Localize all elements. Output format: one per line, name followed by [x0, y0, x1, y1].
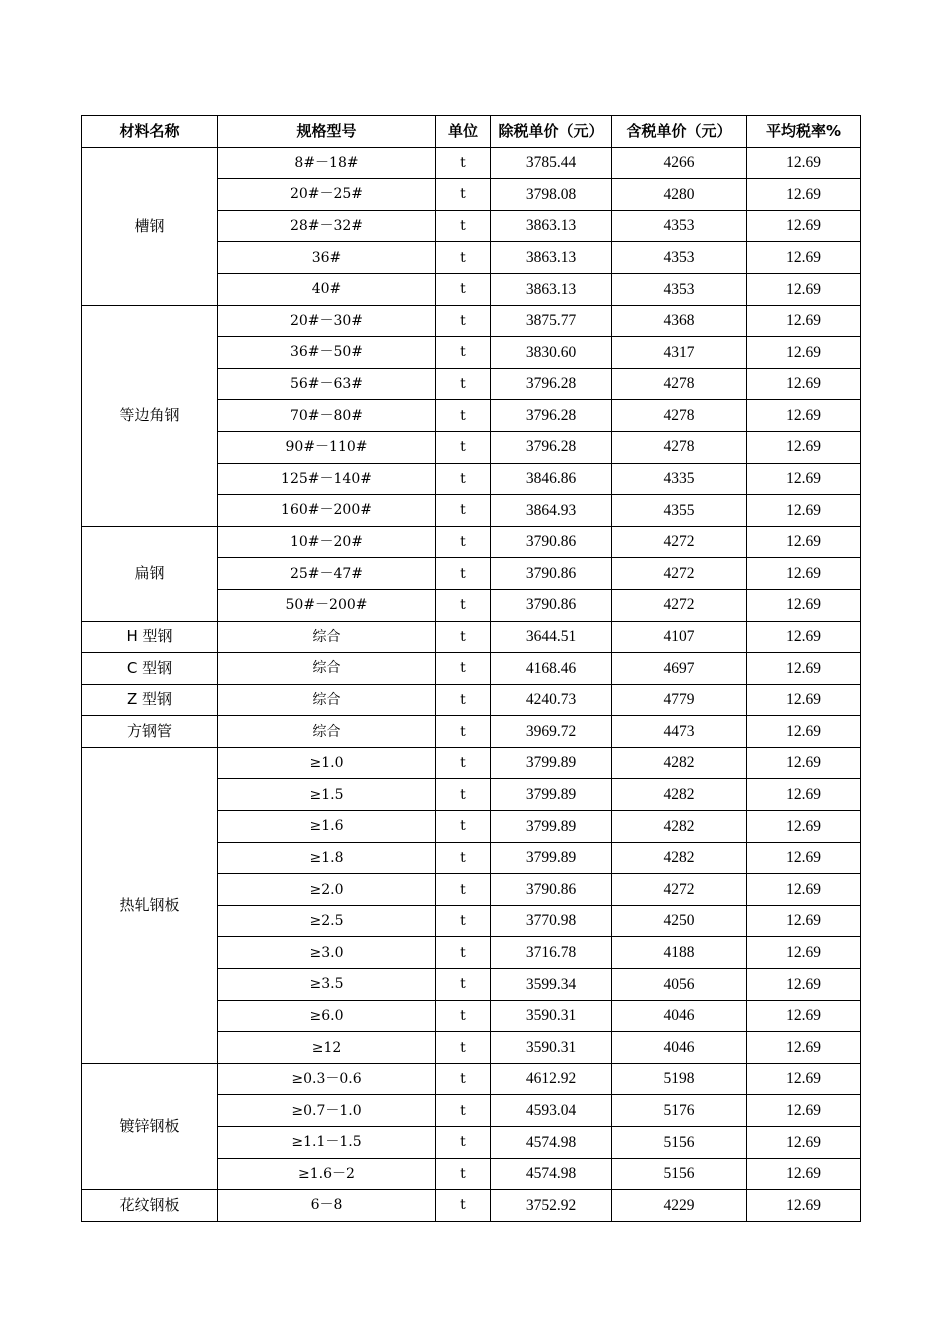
- table-row: [82, 305, 861, 337]
- header-row: [82, 116, 861, 148]
- price-inc-tax-cell: 4353: [612, 273, 747, 305]
- material-name-cell: 扁钢: [82, 526, 218, 621]
- price-inc-tax-cell: 4282: [612, 842, 747, 874]
- price-ex-tax-cell: 3790.86: [491, 558, 612, 590]
- spec-model-cell: 8#－18#: [218, 147, 436, 179]
- spec-model-cell: 综合: [218, 716, 436, 748]
- tax-rate-cell: 12.69: [747, 463, 861, 495]
- price-ex-tax-cell: 3590.31: [491, 1032, 612, 1064]
- spec-model-cell: 36#: [218, 242, 436, 274]
- price-ex-tax-cell: 3846.86: [491, 463, 612, 495]
- unit-cell: t: [436, 969, 491, 1001]
- spec-model-cell: ≥3.0: [218, 937, 436, 969]
- price-ex-tax-cell: 4574.98: [491, 1158, 612, 1190]
- spec-model-cell: 20#－30#: [218, 305, 436, 337]
- price-inc-tax-cell: 4355: [612, 495, 747, 527]
- spec-model-cell: ≥3.5: [218, 969, 436, 1001]
- tax-rate-cell: 12.69: [747, 273, 861, 305]
- unit-cell: t: [436, 1063, 491, 1095]
- table-row: [82, 1190, 861, 1222]
- spec-model-cell: 6－8: [218, 1190, 436, 1222]
- price-ex-tax-cell: 4240.73: [491, 684, 612, 716]
- price-ex-tax-cell: 3770.98: [491, 905, 612, 937]
- unit-cell: t: [436, 621, 491, 653]
- price-inc-tax-cell: 4107: [612, 621, 747, 653]
- price-inc-tax-cell: 4353: [612, 210, 747, 242]
- price-inc-tax-cell: 4046: [612, 1032, 747, 1064]
- price-ex-tax-cell: 3644.51: [491, 621, 612, 653]
- tax-rate-cell: 12.69: [747, 1000, 861, 1032]
- spec-model-cell: 28#－32#: [218, 210, 436, 242]
- unit-cell: t: [436, 811, 491, 843]
- price-inc-tax-cell: 4250: [612, 905, 747, 937]
- price-inc-tax-cell: 5176: [612, 1095, 747, 1127]
- tax-rate-cell: 12.69: [747, 210, 861, 242]
- table-row: [82, 1063, 861, 1095]
- material-name-cell: 热轧钢板: [82, 747, 218, 1063]
- price-inc-tax-cell: 4278: [612, 400, 747, 432]
- price-inc-tax-cell: 4280: [612, 179, 747, 211]
- price-ex-tax-cell: 3864.93: [491, 495, 612, 527]
- unit-cell: t: [436, 905, 491, 937]
- spec-model-cell: 125#－140#: [218, 463, 436, 495]
- unit-cell: t: [436, 716, 491, 748]
- price-inc-tax-cell: 4278: [612, 368, 747, 400]
- header-price-inc-tax: 含税单价（元）: [612, 116, 747, 148]
- price-inc-tax-cell: 4697: [612, 653, 747, 685]
- unit-cell: t: [436, 779, 491, 811]
- header-spec-model: 规格型号: [218, 116, 436, 148]
- material-name-cell: 槽钢: [82, 147, 218, 305]
- spec-model-cell: ≥1.1－1.5: [218, 1127, 436, 1159]
- price-ex-tax-cell: 3863.13: [491, 242, 612, 274]
- price-ex-tax-cell: 3799.89: [491, 842, 612, 874]
- spec-model-cell: 综合: [218, 621, 436, 653]
- material-name-cell: C 型钢: [82, 653, 218, 685]
- price-ex-tax-cell: 3796.28: [491, 400, 612, 432]
- spec-model-cell: 10#－20#: [218, 526, 436, 558]
- unit-cell: t: [436, 1095, 491, 1127]
- price-ex-tax-cell: 4593.04: [491, 1095, 612, 1127]
- table-row: [82, 716, 861, 748]
- unit-cell: t: [436, 874, 491, 906]
- material-name-cell: 等边角钢: [82, 305, 218, 526]
- spec-model-cell: 40#: [218, 273, 436, 305]
- price-ex-tax-cell: 3790.86: [491, 589, 612, 621]
- tax-rate-cell: 12.69: [747, 937, 861, 969]
- spec-model-cell: 20#－25#: [218, 179, 436, 211]
- price-inc-tax-cell: 5156: [612, 1127, 747, 1159]
- spec-model-cell: 25#－47#: [218, 558, 436, 590]
- tax-rate-cell: 12.69: [747, 905, 861, 937]
- price-ex-tax-cell: 3796.28: [491, 431, 612, 463]
- tax-rate-cell: 12.69: [747, 653, 861, 685]
- table-row: [82, 526, 861, 558]
- spec-model-cell: ≥1.6－2: [218, 1158, 436, 1190]
- tax-rate-cell: 12.69: [747, 495, 861, 527]
- unit-cell: t: [436, 684, 491, 716]
- price-inc-tax-cell: 4272: [612, 526, 747, 558]
- tax-rate-cell: 12.69: [747, 1190, 861, 1222]
- table-header: [82, 116, 861, 148]
- price-inc-tax-cell: 4056: [612, 969, 747, 1001]
- price-inc-tax-cell: 4272: [612, 558, 747, 590]
- price-ex-tax-cell: 3716.78: [491, 937, 612, 969]
- unit-cell: t: [436, 1190, 491, 1222]
- price-inc-tax-cell: 4272: [612, 589, 747, 621]
- tax-rate-cell: 12.69: [747, 1063, 861, 1095]
- price-ex-tax-cell: 3590.31: [491, 1000, 612, 1032]
- unit-cell: t: [436, 431, 491, 463]
- spec-model-cell: 综合: [218, 684, 436, 716]
- tax-rate-cell: 12.69: [747, 874, 861, 906]
- spec-model-cell: ≥2.0: [218, 874, 436, 906]
- price-inc-tax-cell: 4046: [612, 1000, 747, 1032]
- material-name-cell: 镀锌钢板: [82, 1063, 218, 1189]
- material-name-cell: 花纹钢板: [82, 1190, 218, 1222]
- unit-cell: t: [436, 653, 491, 685]
- tax-rate-cell: 12.69: [747, 1127, 861, 1159]
- price-inc-tax-cell: 4188: [612, 937, 747, 969]
- unit-cell: t: [436, 1000, 491, 1032]
- tax-rate-cell: 12.69: [747, 179, 861, 211]
- tax-rate-cell: 12.69: [747, 431, 861, 463]
- price-inc-tax-cell: 4779: [612, 684, 747, 716]
- header-material-name: 材料名称: [82, 116, 218, 148]
- unit-cell: t: [436, 147, 491, 179]
- material-name-cell: Z 型钢: [82, 684, 218, 716]
- price-ex-tax-cell: 3830.60: [491, 337, 612, 369]
- spec-model-cell: 50#－200#: [218, 589, 436, 621]
- tax-rate-cell: 12.69: [747, 969, 861, 1001]
- material-name-cell: H 型钢: [82, 621, 218, 653]
- unit-cell: t: [436, 1158, 491, 1190]
- tax-rate-cell: 12.69: [747, 1158, 861, 1190]
- price-inc-tax-cell: 5198: [612, 1063, 747, 1095]
- price-inc-tax-cell: 4229: [612, 1190, 747, 1222]
- tax-rate-cell: 12.69: [747, 337, 861, 369]
- header-price-ex-tax: 除税单价（元）: [491, 116, 612, 148]
- price-inc-tax-cell: 4353: [612, 242, 747, 274]
- spec-model-cell: 70#－80#: [218, 400, 436, 432]
- unit-cell: t: [436, 842, 491, 874]
- unit-cell: t: [436, 937, 491, 969]
- unit-cell: t: [436, 305, 491, 337]
- spec-model-cell: ≥12: [218, 1032, 436, 1064]
- spec-model-cell: 160#－200#: [218, 495, 436, 527]
- table-row: [82, 653, 861, 685]
- spec-model-cell: ≥1.8: [218, 842, 436, 874]
- tax-rate-cell: 12.69: [747, 1032, 861, 1064]
- tax-rate-cell: 12.69: [747, 526, 861, 558]
- price-ex-tax-cell: 4168.46: [491, 653, 612, 685]
- tax-rate-cell: 12.69: [747, 747, 861, 779]
- price-inc-tax-cell: 4282: [612, 811, 747, 843]
- price-ex-tax-cell: 3790.86: [491, 874, 612, 906]
- tax-rate-cell: 12.69: [747, 811, 861, 843]
- tax-rate-cell: 12.69: [747, 716, 861, 748]
- price-ex-tax-cell: 3863.13: [491, 210, 612, 242]
- price-ex-tax-cell: 3799.89: [491, 747, 612, 779]
- material-name-cell: 方钢管: [82, 716, 218, 748]
- tax-rate-cell: 12.69: [747, 305, 861, 337]
- price-ex-tax-cell: 3785.44: [491, 147, 612, 179]
- unit-cell: t: [436, 526, 491, 558]
- unit-cell: t: [436, 1032, 491, 1064]
- price-ex-tax-cell: 3798.08: [491, 179, 612, 211]
- table-row: [82, 147, 861, 179]
- price-inc-tax-cell: 4266: [612, 147, 747, 179]
- unit-cell: t: [436, 400, 491, 432]
- spec-model-cell: ≥6.0: [218, 1000, 436, 1032]
- unit-cell: t: [436, 179, 491, 211]
- price-ex-tax-cell: 3969.72: [491, 716, 612, 748]
- price-inc-tax-cell: 4368: [612, 305, 747, 337]
- price-ex-tax-cell: 4612.92: [491, 1063, 612, 1095]
- tax-rate-cell: 12.69: [747, 589, 861, 621]
- price-inc-tax-cell: 4278: [612, 431, 747, 463]
- spec-model-cell: ≥1.5: [218, 779, 436, 811]
- price-inc-tax-cell: 5156: [612, 1158, 747, 1190]
- tax-rate-cell: 12.69: [747, 242, 861, 274]
- price-inc-tax-cell: 4282: [612, 779, 747, 811]
- spec-model-cell: ≥0.3－0.6: [218, 1063, 436, 1095]
- price-inc-tax-cell: 4317: [612, 337, 747, 369]
- spec-model-cell: ≥2.5: [218, 905, 436, 937]
- price-ex-tax-cell: 3799.89: [491, 811, 612, 843]
- unit-cell: t: [436, 495, 491, 527]
- spec-model-cell: 56#－63#: [218, 368, 436, 400]
- tax-rate-cell: 12.69: [747, 842, 861, 874]
- tax-rate-cell: 12.69: [747, 684, 861, 716]
- price-ex-tax-cell: 3863.13: [491, 273, 612, 305]
- steel-price-table: [81, 115, 861, 1222]
- price-ex-tax-cell: 3752.92: [491, 1190, 612, 1222]
- unit-cell: t: [436, 242, 491, 274]
- tax-rate-cell: 12.69: [747, 147, 861, 179]
- tax-rate-cell: 12.69: [747, 368, 861, 400]
- tax-rate-cell: 12.69: [747, 779, 861, 811]
- spec-model-cell: 90#－110#: [218, 431, 436, 463]
- unit-cell: t: [436, 337, 491, 369]
- table-row: [82, 684, 861, 716]
- tax-rate-cell: 12.69: [747, 558, 861, 590]
- unit-cell: t: [436, 368, 491, 400]
- price-ex-tax-cell: 4574.98: [491, 1127, 612, 1159]
- tax-rate-cell: 12.69: [747, 1095, 861, 1127]
- unit-cell: t: [436, 1127, 491, 1159]
- price-inc-tax-cell: 4473: [612, 716, 747, 748]
- table-body: [82, 147, 861, 1221]
- tax-rate-cell: 12.69: [747, 400, 861, 432]
- unit-cell: t: [436, 558, 491, 590]
- price-inc-tax-cell: 4335: [612, 463, 747, 495]
- price-ex-tax-cell: 3790.86: [491, 526, 612, 558]
- unit-cell: t: [436, 463, 491, 495]
- price-ex-tax-cell: 3799.89: [491, 779, 612, 811]
- unit-cell: t: [436, 589, 491, 621]
- unit-cell: t: [436, 747, 491, 779]
- price-ex-tax-cell: 3796.28: [491, 368, 612, 400]
- spec-model-cell: 综合: [218, 653, 436, 685]
- unit-cell: t: [436, 210, 491, 242]
- spec-model-cell: ≥1.0: [218, 747, 436, 779]
- header-unit: 单位: [436, 116, 491, 148]
- price-inc-tax-cell: 4282: [612, 747, 747, 779]
- price-ex-tax-cell: 3599.34: [491, 969, 612, 1001]
- unit-cell: t: [436, 273, 491, 305]
- header-tax-rate: 平均税率%: [747, 116, 861, 148]
- spec-model-cell: ≥0.7－1.0: [218, 1095, 436, 1127]
- table-row: [82, 621, 861, 653]
- spec-model-cell: ≥1.6: [218, 811, 436, 843]
- table-row: [82, 747, 861, 779]
- price-ex-tax-cell: 3875.77: [491, 305, 612, 337]
- spec-model-cell: 36#－50#: [218, 337, 436, 369]
- price-inc-tax-cell: 4272: [612, 874, 747, 906]
- tax-rate-cell: 12.69: [747, 621, 861, 653]
